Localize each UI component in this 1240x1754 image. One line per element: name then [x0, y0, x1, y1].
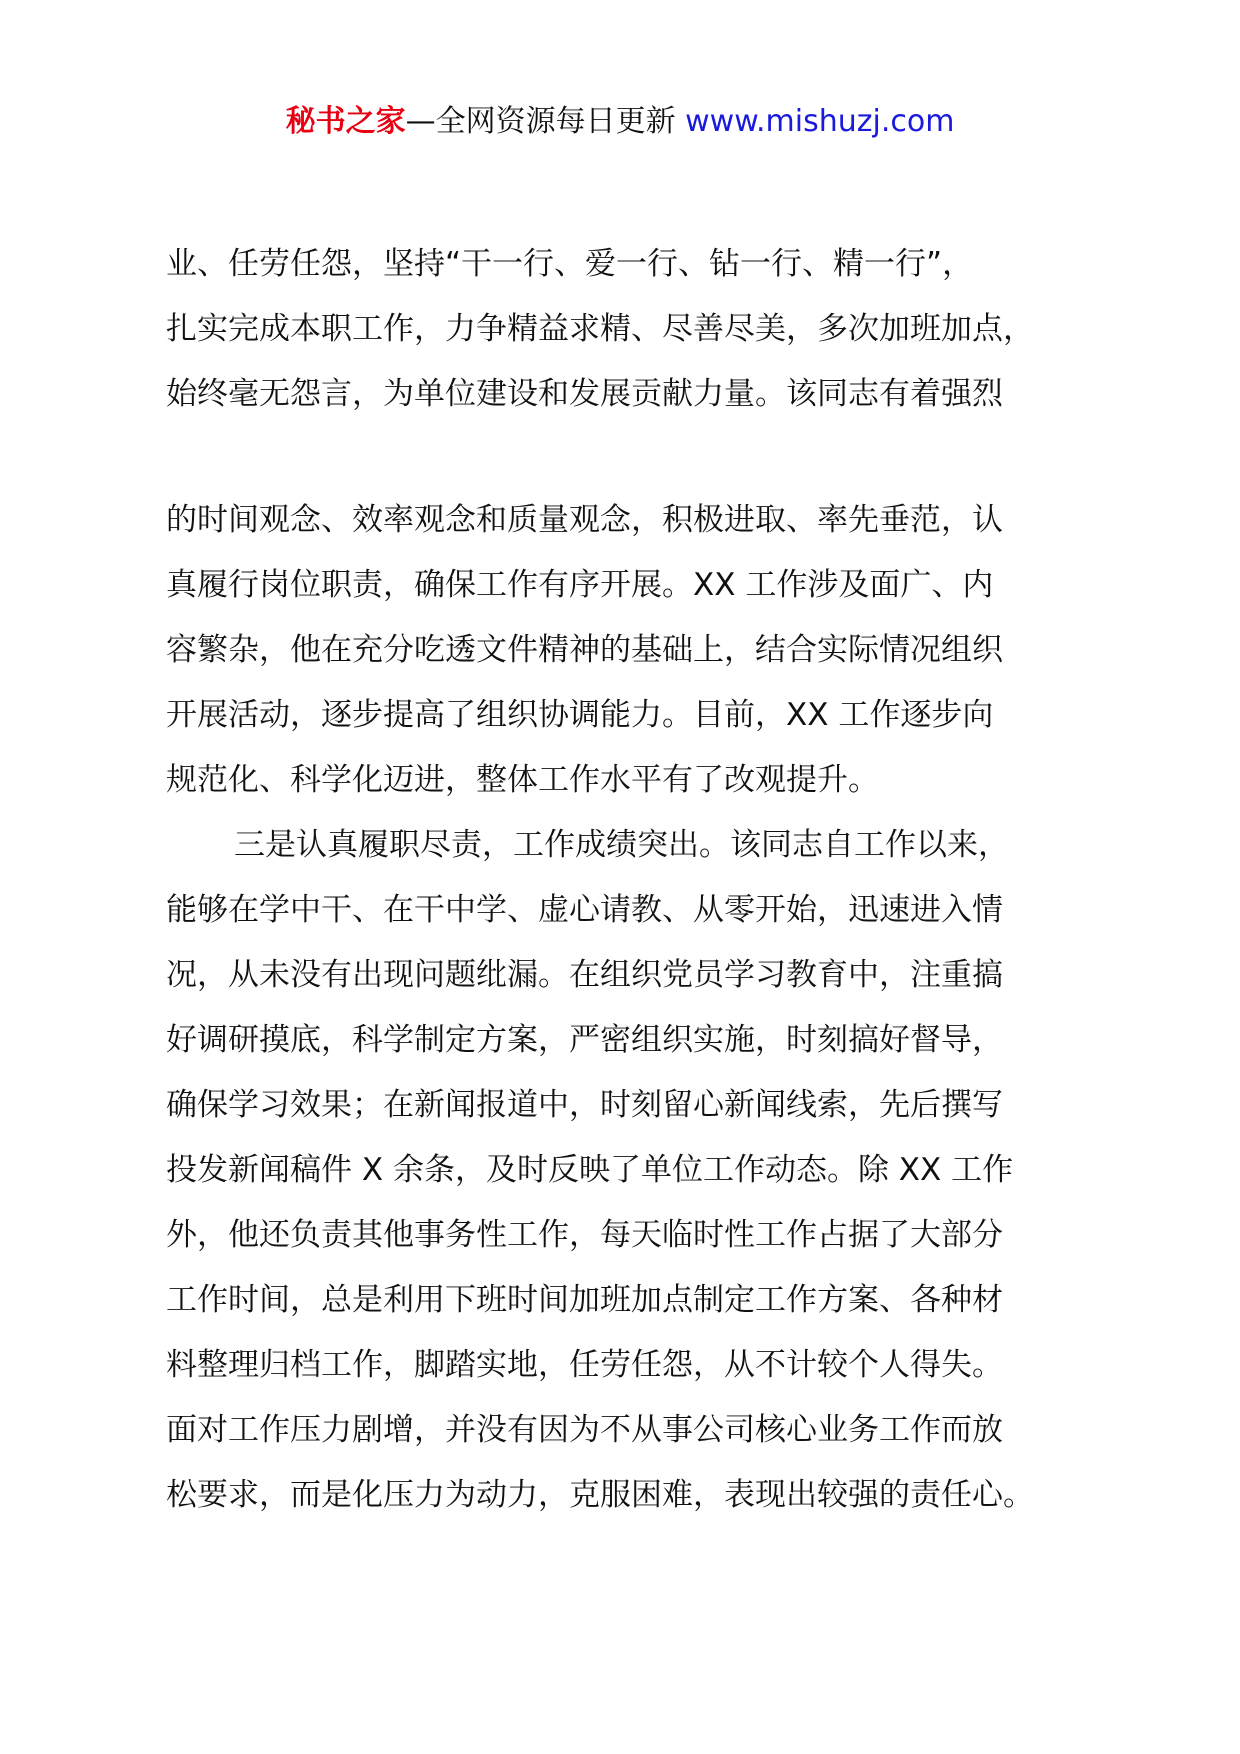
site-brand: 秘书之家: [285, 104, 406, 139]
text-line: 工作时间，总是利用下班时间加班加点制定工作方案、各种材: [166, 1282, 1003, 1318]
text-line: 确保学习效果；在新闻报道中，时刻留心新闻线索，先后撰写: [166, 1087, 1003, 1123]
text-line: 松要求，而是化压力为动力，克服困难，表现出较强的责任心。: [166, 1477, 1034, 1513]
page-header: [0, 100, 1240, 144]
section-three-heading-line: 三是认真履职尽责，工作成绩突出。该同志自工作以来，: [234, 827, 1009, 863]
text-line: 的时间观念、效率观念和质量观念，积极进取、率先垂范，认: [166, 502, 1003, 538]
text-line: 规范化、科学化迈进，整体工作水平有了改观提升。: [166, 762, 879, 798]
text-line: 开展活动，逐步提高了组织协调能力。目前，XX 工作逐步向: [166, 697, 994, 733]
site-tagline: —全网资源每日更新: [405, 104, 676, 139]
text-line: 投发新闻稿件 X 余条，及时反映了单位工作动态。除 XX 工作: [166, 1152, 1014, 1188]
text-line: 始终毫无怨言，为单位建设和发展贡献力量。该同志有着强烈: [166, 376, 1003, 412]
paragraph-top: [166, 232, 1116, 427]
text-line: 容繁杂，他在充分吃透文件精神的基础上，结合实际情况组织: [166, 632, 1003, 668]
text-line: 料整理归档工作，脚踏实地，任劳任怨，从不计较个人得失。: [166, 1347, 1003, 1383]
text-line: 真履行岗位职责，确保工作有序开展。XX 工作涉及面广、内: [166, 567, 994, 603]
site-url-link[interactable]: www.mishuzj.com: [685, 104, 955, 139]
text-line: 况，从未没有出现问题纰漏。在组织党员学习教育中，注重搞: [166, 957, 1003, 993]
text-line: 业、任劳任怨，坚持“干一行、爱一行、钻一行、精一行”，: [166, 246, 974, 282]
text-line: 扎实完成本职工作，力争精益求精、尽善尽美，多次加班加点，: [166, 311, 1034, 347]
text-line: 面对工作压力剧增，并没有因为不从事公司核心业务工作而放: [166, 1412, 1003, 1448]
text-line: 好调研摸底，科学制定方案，严密组织实施，时刻搞好督导，: [166, 1022, 1003, 1058]
paragraph-main: [166, 488, 1116, 1528]
text-line: 外，他还负责其他事务性工作，每天临时性工作占据了大部分: [166, 1217, 1003, 1253]
text-line: 能够在学中干、在干中学、虚心请教、从零开始，迅速进入情: [166, 892, 1003, 928]
